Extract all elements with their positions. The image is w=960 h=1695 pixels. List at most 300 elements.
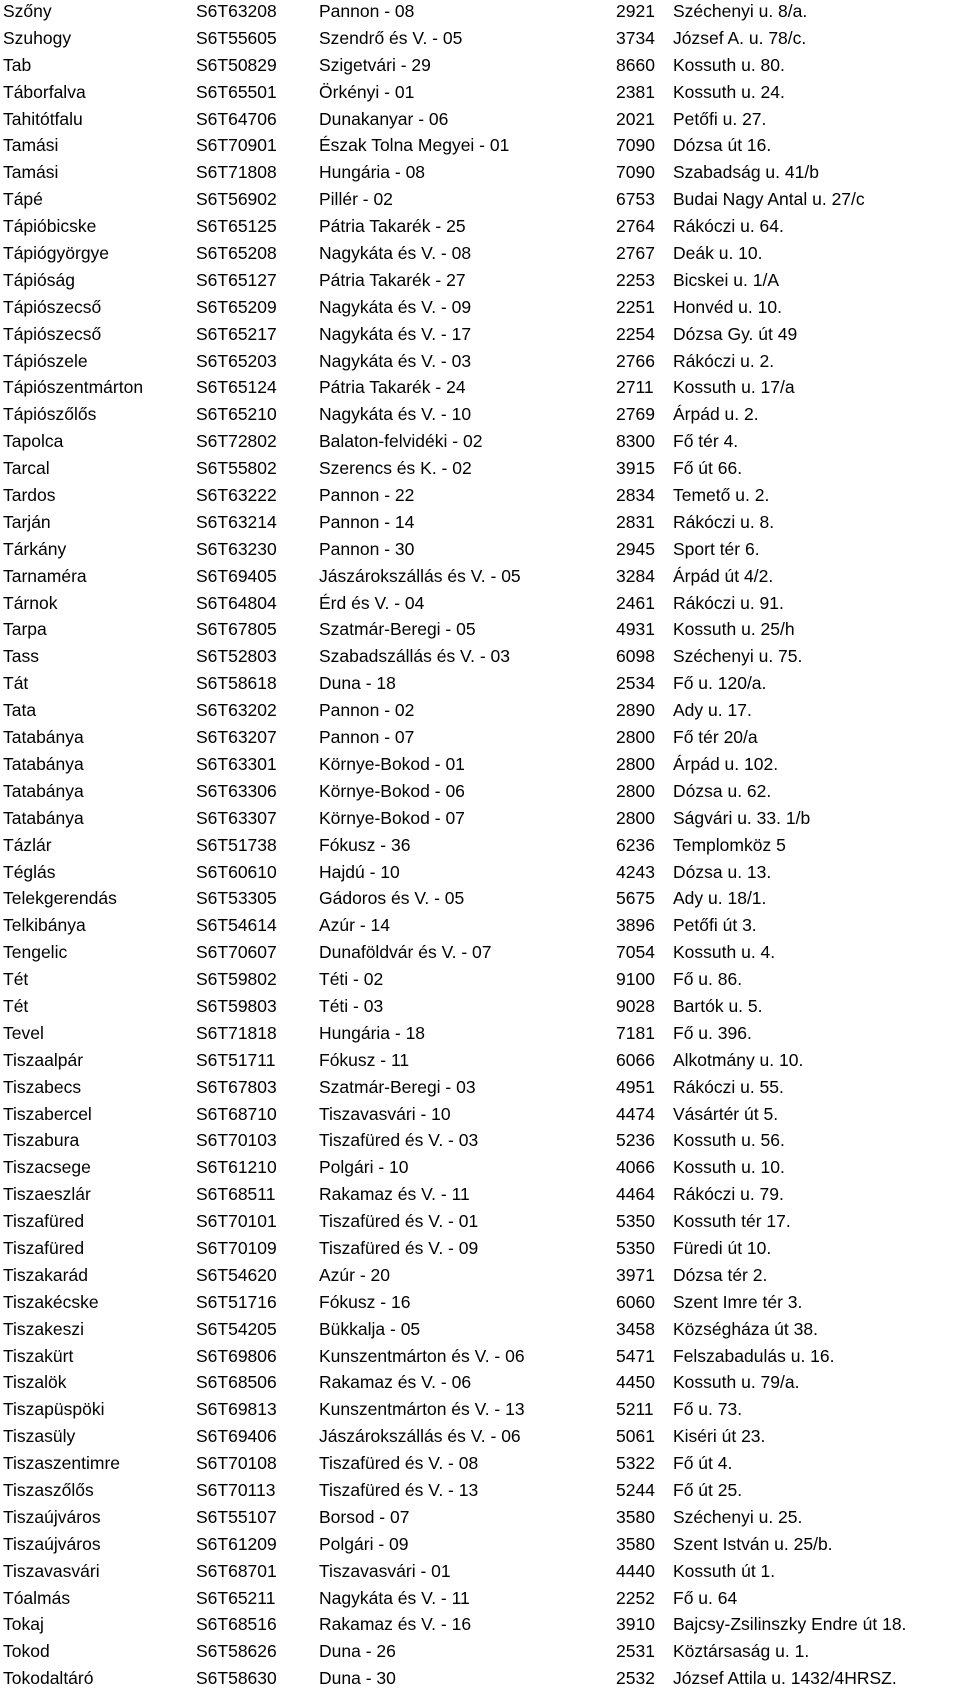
code-cell: S6T54614 [196, 915, 277, 936]
branch-cell: Dunaföldvár és V. - 07 [319, 942, 492, 963]
address-cell: Árpád út 4/2. [673, 565, 774, 586]
zip-cell: 5675 [616, 888, 655, 909]
table-row [0, 1425, 960, 1452]
town-cell: Tét [3, 969, 29, 990]
branch-cell: Bükkalja - 05 [319, 1318, 421, 1339]
table-row [0, 296, 960, 323]
zip-cell: 5244 [616, 1479, 655, 1500]
zip-cell: 2945 [616, 538, 655, 559]
zip-cell: 3458 [616, 1318, 655, 1339]
town-cell: Táborfalva [3, 81, 86, 102]
code-cell: S6T68710 [196, 1103, 277, 1124]
town-cell: Tiszalök [3, 1372, 67, 1393]
branch-cell: Téti - 03 [319, 995, 384, 1016]
town-cell: Tokod [3, 1641, 50, 1662]
table-row [0, 323, 960, 350]
branch-cell: Fókusz - 36 [319, 834, 411, 855]
code-cell: S6T52803 [196, 646, 277, 667]
table-row [0, 269, 960, 296]
code-cell: S6T63208 [196, 1, 277, 21]
zip-cell: 2800 [616, 753, 655, 774]
zip-cell: 4474 [616, 1103, 655, 1124]
branch-cell: Tiszavasvári - 10 [319, 1103, 451, 1124]
address-cell: Rákóczi u. 79. [673, 1184, 784, 1205]
town-cell: Tamási [3, 162, 59, 183]
address-cell: Kossuth u. 25/h [673, 619, 795, 640]
zip-cell: 2769 [616, 404, 655, 425]
code-cell: S6T65217 [196, 323, 277, 344]
code-cell: S6T61210 [196, 1157, 277, 1178]
town-cell: Tevel [3, 1022, 44, 1043]
address-cell: Árpád u. 102. [673, 753, 779, 774]
town-cell: Tiszapüspöki [3, 1399, 105, 1420]
table-row [0, 861, 960, 888]
address-cell: Fő tér 20/a [673, 727, 758, 748]
branch-cell: Pannon - 30 [319, 538, 415, 559]
town-cell: Tápé [3, 189, 43, 210]
address-cell: Fő u. 120/a. [673, 673, 767, 694]
code-cell: S6T65124 [196, 377, 277, 398]
table-row [0, 1076, 960, 1103]
code-cell: S6T70108 [196, 1453, 277, 1474]
zip-cell: 2253 [616, 269, 655, 290]
town-cell: Tatabánya [3, 727, 84, 748]
table-row [0, 81, 960, 108]
branch-cell: Környe-Bokod - 01 [319, 753, 465, 774]
address-cell: Széchenyi u. 8/a. [673, 1, 808, 21]
branch-cell: Szatmár-Beregi - 05 [319, 619, 476, 640]
branch-cell: Pannon - 08 [319, 1, 415, 21]
code-cell: S6T63222 [196, 485, 277, 506]
table-row [0, 1452, 960, 1479]
code-cell: S6T51716 [196, 1291, 277, 1312]
branch-cell: Szerencs és K. - 02 [319, 458, 472, 479]
code-cell: S6T68511 [196, 1184, 276, 1205]
table-row [0, 968, 960, 995]
table-row [0, 1398, 960, 1425]
table-row [0, 54, 960, 81]
branch-cell: Téti - 02 [319, 969, 384, 990]
code-cell: S6T65501 [196, 81, 277, 102]
town-cell: Tázlár [3, 834, 52, 855]
town-cell: Tápiószele [3, 350, 88, 371]
branch-cell: Szatmár-Beregi - 03 [319, 1076, 476, 1097]
branch-cell: Dunakanyar - 06 [319, 108, 449, 129]
zip-cell: 4440 [616, 1560, 655, 1581]
zip-cell: 9028 [616, 995, 655, 1016]
code-cell: S6T63306 [196, 780, 277, 801]
branch-cell: Pannon - 14 [319, 511, 415, 532]
address-cell: Füredi út 10. [673, 1237, 772, 1258]
code-cell: S6T70109 [196, 1237, 277, 1258]
town-cell: Tatabánya [3, 753, 84, 774]
town-cell: Szuhogy [3, 27, 72, 48]
table-row [0, 1479, 960, 1506]
zip-cell: 5350 [616, 1237, 655, 1258]
zip-cell: 2921 [616, 1, 655, 21]
town-cell: Tiszaújváros [3, 1533, 101, 1554]
town-cell: Tarpa [3, 619, 47, 640]
address-cell: Dózsa út 16. [673, 135, 772, 156]
town-cell: Tiszaszentimre [3, 1453, 121, 1474]
branch-cell: Pátria Takarék - 24 [319, 377, 466, 398]
table-row [0, 0, 960, 27]
zip-cell: 6098 [616, 646, 655, 667]
town-cell: Tapolca [3, 431, 64, 452]
address-cell: Kossuth u. 56. [673, 1130, 785, 1151]
town-cell: Tiszakeszi [3, 1318, 85, 1339]
branch-cell: Duna - 30 [319, 1668, 396, 1689]
branch-cell: Azúr - 20 [319, 1264, 390, 1285]
address-cell: Ady u. 18/1. [673, 888, 767, 909]
address-cell: Honvéd u. 10. [673, 296, 782, 317]
address-cell: Szent Imre tér 3. [673, 1291, 803, 1312]
town-cell: Tatabánya [3, 807, 84, 828]
table-row [0, 1318, 960, 1345]
table-row [0, 1560, 960, 1587]
zip-cell: 8300 [616, 431, 655, 452]
branch-cell: Nagykáta és V. - 17 [319, 323, 472, 344]
zip-cell: 2252 [616, 1587, 655, 1608]
table-row [0, 538, 960, 565]
branch-cell: Örkényi - 01 [319, 81, 415, 102]
table-row [0, 1129, 960, 1156]
zip-cell: 2254 [616, 323, 655, 344]
branch-cell: Hungária - 18 [319, 1022, 426, 1043]
code-cell: S6T51711 [196, 1049, 276, 1070]
branch-cell: Pátria Takarék - 25 [319, 216, 466, 237]
branch-cell: Borsod - 07 [319, 1506, 410, 1527]
code-cell: S6T70607 [196, 942, 277, 963]
town-cell: Tápiószecső [3, 323, 102, 344]
branch-cell: Tiszavasvári - 01 [319, 1560, 451, 1581]
code-cell: S6T69406 [196, 1426, 277, 1447]
town-cell: Tiszacsege [3, 1157, 91, 1178]
code-cell: S6T70101 [196, 1211, 277, 1232]
code-cell: S6T51738 [196, 834, 277, 855]
zip-cell: 7090 [616, 135, 655, 156]
zip-cell: 3971 [616, 1264, 655, 1285]
address-cell: Sport tér 6. [673, 538, 760, 559]
address-cell: Deák u. 10. [673, 243, 763, 264]
table-row [0, 834, 960, 861]
code-cell: S6T63307 [196, 807, 277, 828]
code-cell: S6T59803 [196, 995, 277, 1016]
branch-cell: Nagykáta és V. - 08 [319, 243, 472, 264]
town-cell: Tamási [3, 135, 59, 156]
town-cell: Tóalmás [3, 1587, 71, 1608]
table-row [0, 350, 960, 377]
code-cell: S6T69405 [196, 565, 277, 586]
town-cell: Tét [3, 995, 29, 1016]
branch-cell: Környe-Bokod - 06 [319, 780, 465, 801]
address-cell: Bajcsy-Zsilinszky Endre út 18. [673, 1614, 907, 1635]
code-cell: S6T64804 [196, 592, 277, 613]
table-row [0, 457, 960, 484]
code-cell: S6T56902 [196, 189, 277, 210]
table-row [0, 1049, 960, 1076]
code-cell: S6T69813 [196, 1399, 277, 1420]
branch-cell: Pátria Takarék - 27 [319, 269, 466, 290]
town-cell: Tarján [3, 511, 51, 532]
code-cell: S6T70113 [196, 1479, 276, 1500]
table-row [0, 565, 960, 592]
address-cell: Kossuth tér 17. [673, 1211, 791, 1232]
town-cell: Tiszaújváros [3, 1506, 101, 1527]
table-row [0, 699, 960, 726]
address-cell: Fő u. 396. [673, 1022, 752, 1043]
zip-cell: 7054 [616, 942, 655, 963]
town-cell: Tiszasüly [3, 1426, 76, 1447]
code-cell: S6T50829 [196, 54, 277, 75]
table-row [0, 430, 960, 457]
address-cell: Kossuth u. 80. [673, 54, 785, 75]
town-cell: Tiszaeszlár [3, 1184, 91, 1205]
branch-cell: Szendrő és V. - 05 [319, 27, 463, 48]
zip-cell: 5350 [616, 1211, 655, 1232]
table-row [0, 995, 960, 1022]
address-cell: Bicskei u. 1/A [673, 269, 780, 290]
town-cell: Tab [3, 54, 32, 75]
table-row [0, 1183, 960, 1210]
branch-cell: Polgári - 09 [319, 1533, 409, 1554]
branch-cell: Pannon - 22 [319, 485, 415, 506]
address-cell: Kossuth u. 24. [673, 81, 785, 102]
code-cell: S6T53305 [196, 888, 277, 909]
town-cell: Tiszakarád [3, 1264, 88, 1285]
zip-cell: 3734 [616, 27, 655, 48]
table-row [0, 672, 960, 699]
branch-cell: Tiszafüred és V. - 13 [319, 1479, 479, 1500]
branch-cell: Nagykáta és V. - 11 [319, 1587, 470, 1608]
zip-cell: 4450 [616, 1372, 655, 1393]
code-cell: S6T65211 [196, 1587, 276, 1608]
table-row [0, 108, 960, 135]
branch-cell: Tiszafüred és V. - 03 [319, 1130, 479, 1151]
zip-cell: 2800 [616, 727, 655, 748]
address-cell: Alkotmány u. 10. [673, 1049, 804, 1070]
branch-cell: Pillér - 02 [319, 189, 393, 210]
town-cell: Szőny [3, 1, 52, 21]
table-row [0, 1371, 960, 1398]
table-row [0, 1613, 960, 1640]
code-cell: S6T63214 [196, 511, 277, 532]
branch-cell: Rakamaz és V. - 06 [319, 1372, 472, 1393]
zip-cell: 2021 [616, 108, 655, 129]
table-row [0, 1533, 960, 1560]
table-row [0, 645, 960, 672]
zip-cell: 5322 [616, 1453, 655, 1474]
zip-cell: 4243 [616, 861, 655, 882]
branch-cell: Rakamaz és V. - 16 [319, 1614, 472, 1635]
address-cell: Templomköz 5 [673, 834, 786, 855]
table-row [0, 1156, 960, 1183]
branch-cell: Duna - 18 [319, 673, 396, 694]
code-cell: S6T55605 [196, 27, 277, 48]
town-cell: Tápióbicske [3, 216, 97, 237]
table-row [0, 1506, 960, 1533]
code-cell: S6T58626 [196, 1641, 277, 1662]
zip-cell: 5211 [616, 1399, 654, 1420]
branch-cell: Szabadszállás és V. - 03 [319, 646, 510, 667]
table-row [0, 726, 960, 753]
table-row [0, 887, 960, 914]
zip-cell: 2767 [616, 243, 655, 264]
table-row [0, 161, 960, 188]
address-cell: Ságvári u. 33. 1/b [673, 807, 811, 828]
branch-cell: Érd és V. - 04 [319, 592, 425, 613]
address-cell: Vásártér út 5. [673, 1103, 779, 1124]
zip-cell: 6236 [616, 834, 655, 855]
address-cell: Köztársaság u. 1. [673, 1641, 810, 1662]
town-cell: Tiszaalpár [3, 1049, 84, 1070]
address-cell: Petőfi u. 27. [673, 108, 767, 129]
zip-cell: 2890 [616, 700, 655, 721]
code-cell: S6T55107 [196, 1506, 277, 1527]
branch-cell: Nagykáta és V. - 03 [319, 350, 472, 371]
address-cell: Dózsa u. 62. [673, 780, 772, 801]
branch-cell: Kunszentmárton és V. - 13 [319, 1399, 525, 1420]
branch-cell: Tiszafüred és V. - 08 [319, 1453, 479, 1474]
code-cell: S6T63207 [196, 727, 277, 748]
code-cell: S6T58618 [196, 673, 277, 694]
town-cell: Tárnok [3, 592, 58, 613]
table-row [0, 1264, 960, 1291]
table-row [0, 592, 960, 619]
code-cell: S6T63230 [196, 538, 277, 559]
zip-cell: 2831 [616, 511, 655, 532]
code-cell: S6T68506 [196, 1372, 277, 1393]
zip-cell: 6753 [616, 189, 655, 210]
address-cell: Dózsa Gy. út 49 [673, 323, 798, 344]
code-cell: S6T65210 [196, 404, 277, 425]
address-cell: Szent István u. 25/b. [673, 1533, 833, 1554]
zip-cell: 2834 [616, 485, 655, 506]
zip-cell: 6060 [616, 1291, 655, 1312]
code-cell: S6T60610 [196, 861, 277, 882]
code-cell: S6T67803 [196, 1076, 277, 1097]
zip-cell: 2534 [616, 673, 655, 694]
town-cell: Tiszakürt [3, 1345, 74, 1366]
table-row [0, 914, 960, 941]
address-cell: Temető u. 2. [673, 485, 770, 506]
address-cell: Kossuth u. 10. [673, 1157, 785, 1178]
code-cell: S6T68516 [196, 1614, 277, 1635]
address-cell: Fő út 4. [673, 1453, 733, 1474]
zip-cell: 2711 [616, 377, 654, 398]
address-cell: Szabadság u. 41/b [673, 162, 819, 183]
town-cell: Tiszabercel [3, 1103, 92, 1124]
table-row [0, 242, 960, 269]
branch-cell: Duna - 26 [319, 1641, 396, 1662]
address-cell: Fő u. 64 [673, 1587, 738, 1608]
zip-cell: 8660 [616, 54, 655, 75]
zip-cell: 9100 [616, 969, 655, 990]
code-cell: S6T65125 [196, 216, 277, 237]
branch-cell: Gádoros és V. - 05 [319, 888, 465, 909]
zip-cell: 3580 [616, 1533, 655, 1554]
table-row [0, 484, 960, 511]
table-row [0, 134, 960, 161]
address-cell: József A. u. 78/c. [673, 27, 807, 48]
code-cell: S6T72802 [196, 431, 277, 452]
town-cell: Tokodaltáró [3, 1668, 94, 1689]
address-cell: Fő út 66. [673, 458, 743, 479]
address-cell: Széchenyi u. 75. [673, 646, 803, 667]
town-cell: Tárkány [3, 538, 67, 559]
table-row [0, 1345, 960, 1372]
address-cell: Petőfi út 3. [673, 915, 757, 936]
town-cell: Téglás [3, 861, 56, 882]
address-cell: Rákóczi u. 2. [673, 350, 775, 371]
town-cell: Tass [3, 646, 39, 667]
table-row [0, 403, 960, 430]
table-row [0, 1291, 960, 1318]
town-cell: Telekgerendás [3, 888, 117, 909]
zip-cell: 3910 [616, 1614, 655, 1635]
branch-cell: Jászárokszállás és V. - 05 [319, 565, 521, 586]
zip-cell: 4464 [616, 1184, 655, 1205]
table-row [0, 215, 960, 242]
branch-cell: Fókusz - 11 [319, 1049, 410, 1070]
table-row [0, 1103, 960, 1130]
town-cell: Tahitótfalu [3, 108, 83, 129]
branch-cell: Nagykáta és V. - 09 [319, 296, 472, 317]
code-cell: S6T71808 [196, 162, 277, 183]
zip-cell: 5471 [616, 1345, 655, 1366]
zip-cell: 3580 [616, 1506, 655, 1527]
code-cell: S6T70901 [196, 135, 277, 156]
table-row [0, 941, 960, 968]
town-cell: Tápióság [3, 269, 75, 290]
branch-cell: Jászárokszállás és V. - 06 [319, 1426, 521, 1447]
zip-cell: 6066 [616, 1049, 655, 1070]
code-cell: S6T63202 [196, 700, 277, 721]
address-cell: Kiséri út 23. [673, 1426, 766, 1447]
code-cell: S6T65208 [196, 243, 277, 264]
town-cell: Tápiógyörgye [3, 243, 110, 264]
branch-cell: Hajdú - 10 [319, 861, 400, 882]
town-cell: Tarnaméra [3, 565, 87, 586]
zip-cell: 3284 [616, 565, 655, 586]
address-cell: Dózsa tér 2. [673, 1264, 768, 1285]
zip-cell: 5236 [616, 1130, 655, 1151]
table-row [0, 780, 960, 807]
address-cell: Dózsa u. 13. [673, 861, 772, 882]
branch-cell: Pannon - 02 [319, 700, 415, 721]
town-cell: Telkibánya [3, 915, 86, 936]
code-cell: S6T65127 [196, 269, 277, 290]
table-row [0, 188, 960, 215]
zip-cell: 2461 [616, 592, 655, 613]
code-cell: S6T67805 [196, 619, 277, 640]
town-cell: Tata [3, 700, 37, 721]
branch-cell: Hungária - 08 [319, 162, 426, 183]
town-cell: Tatabánya [3, 780, 84, 801]
town-cell: Tiszakécske [3, 1291, 99, 1312]
address-cell: Felszabadulás u. 16. [673, 1345, 835, 1366]
code-cell: S6T69806 [196, 1345, 277, 1366]
code-cell: S6T61209 [196, 1533, 277, 1554]
branch-cell: Tiszafüred és V. - 09 [319, 1237, 479, 1258]
address-cell: Fő út 25. [673, 1479, 743, 1500]
address-cell: Széchenyi u. 25. [673, 1506, 803, 1527]
town-cell: Tiszavasvári [3, 1560, 100, 1581]
address-cell: Fő tér 4. [673, 431, 739, 452]
address-cell: Ady u. 17. [673, 700, 752, 721]
code-cell: S6T58630 [196, 1668, 277, 1689]
code-cell: S6T54620 [196, 1264, 277, 1285]
